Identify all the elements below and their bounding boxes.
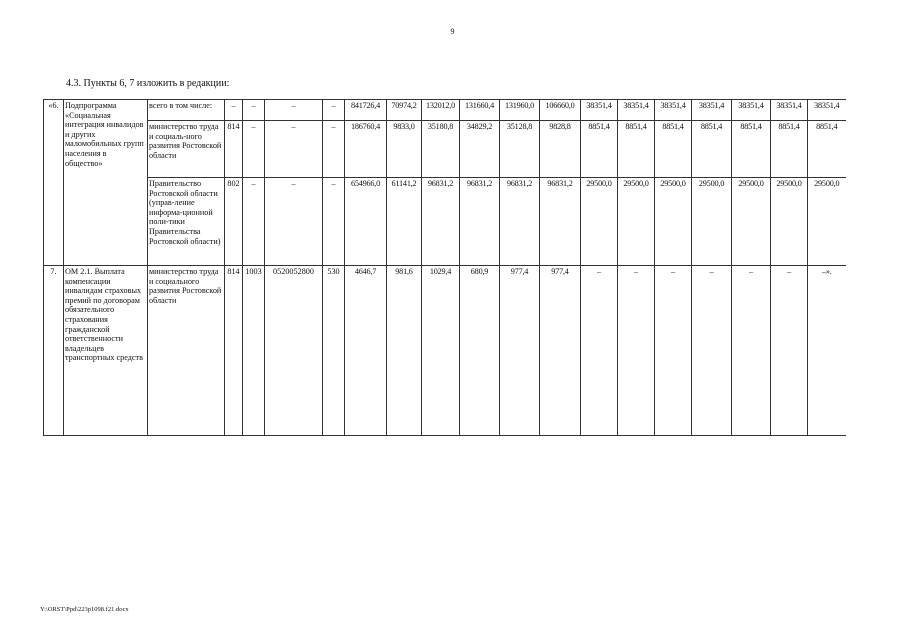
value-cell: 38351,4 xyxy=(692,100,732,121)
code-rzpr: 1003 xyxy=(243,266,265,436)
value-total: 186760,4 xyxy=(345,121,387,178)
value-cell: – xyxy=(618,266,655,436)
value-cell: 29500,0 xyxy=(808,178,846,266)
value-cell: 981,6 xyxy=(387,266,422,436)
file-path-footer: Y:\ORST\Ppd\223p1098.f21.docx xyxy=(40,606,129,613)
value-cell: 38351,4 xyxy=(808,100,846,121)
executor: министерство труда и социального развития Ростовской области xyxy=(148,266,225,436)
value-cell: 8851,4 xyxy=(692,121,732,178)
value-cell: 29500,0 xyxy=(692,178,732,266)
code-grbs: 814 xyxy=(225,266,243,436)
code-rzpr: – xyxy=(243,121,265,178)
code-csr: 0520052800 xyxy=(265,266,323,436)
budget-table-wrap xyxy=(43,99,846,436)
code-rzpr: – xyxy=(243,100,265,121)
value-cell: – xyxy=(692,266,732,436)
value-cell: 61141,2 xyxy=(387,178,422,266)
value-cell: 8851,4 xyxy=(732,121,771,178)
value-cell: 9828,8 xyxy=(540,121,581,178)
value-cell: 29500,0 xyxy=(655,178,692,266)
value-cell: 29500,0 xyxy=(618,178,655,266)
value-cell: – xyxy=(581,266,618,436)
value-cell: 131660,4 xyxy=(460,100,500,121)
value-cell: 38351,4 xyxy=(771,100,808,121)
value-cell: –». xyxy=(808,266,846,436)
value-cell: 96831,2 xyxy=(500,178,540,266)
code-rzpr: – xyxy=(243,178,265,266)
value-cell: 35180,8 xyxy=(422,121,460,178)
code-csr: – xyxy=(265,121,323,178)
row-number: 7. xyxy=(44,266,64,436)
code-csr: – xyxy=(265,178,323,266)
code-grbs: 814 xyxy=(225,121,243,178)
value-cell: 35128,8 xyxy=(500,121,540,178)
code-csr: – xyxy=(265,100,323,121)
table-row xyxy=(44,121,846,178)
value-cell: 106660,0 xyxy=(540,100,581,121)
value-cell: 132012,0 xyxy=(422,100,460,121)
executor: всего в том числе: xyxy=(148,100,225,121)
value-total: 4646,7 xyxy=(345,266,387,436)
value-cell: 680,9 xyxy=(460,266,500,436)
value-cell: 38351,4 xyxy=(581,100,618,121)
value-cell: 96831,2 xyxy=(460,178,500,266)
value-cell: 96831,2 xyxy=(422,178,460,266)
code-vr: – xyxy=(323,121,345,178)
value-cell: 29500,0 xyxy=(732,178,771,266)
value-total: 654966,0 xyxy=(345,178,387,266)
table-row xyxy=(44,266,846,436)
value-cell: 1029,4 xyxy=(422,266,460,436)
value-cell: 8851,4 xyxy=(771,121,808,178)
row-number: «6. xyxy=(44,100,64,266)
table-row xyxy=(44,178,846,266)
value-cell: 977,4 xyxy=(540,266,581,436)
value-cell: 8851,4 xyxy=(581,121,618,178)
value-cell: 977,4 xyxy=(500,266,540,436)
code-vr: – xyxy=(323,100,345,121)
executor: министерство труда и социаль-ного развития Ростовской области xyxy=(148,121,225,178)
value-cell: 8851,4 xyxy=(808,121,846,178)
value-cell: 34829,2 xyxy=(460,121,500,178)
value-total: 841726,4 xyxy=(345,100,387,121)
value-cell: 38351,4 xyxy=(618,100,655,121)
value-cell: 8851,4 xyxy=(618,121,655,178)
value-cell: 29500,0 xyxy=(581,178,618,266)
value-cell: 38351,4 xyxy=(655,100,692,121)
value-cell: 8851,4 xyxy=(655,121,692,178)
value-cell: – xyxy=(732,266,771,436)
value-cell: – xyxy=(771,266,808,436)
value-cell: 9833,0 xyxy=(387,121,422,178)
value-cell: 70974,2 xyxy=(387,100,422,121)
value-cell: 96831,2 xyxy=(540,178,581,266)
program-name: Подпрограмма «Социальная интеграция инвалидов и других маломобильных групп населения в общество» xyxy=(64,100,148,266)
code-vr: 530 xyxy=(323,266,345,436)
program-name: ОМ 2.1. Выплата компенсации инвалидам страховых премий по договорам обязательного страхования гражданской ответственности владельцев транспортных средств xyxy=(64,266,148,436)
executor: Правительство Ростовской области (управ-ление информа-ционной поли-тики Правительства Ростовской области) xyxy=(148,178,225,266)
code-grbs: – xyxy=(225,100,243,121)
value-cell: 29500,0 xyxy=(771,178,808,266)
page-number: 9 xyxy=(450,27,455,36)
value-cell: 131960,0 xyxy=(500,100,540,121)
section-heading: 4.3. Пункты 6, 7 изложить в редакции: xyxy=(66,78,230,89)
budget-table xyxy=(43,99,846,436)
code-vr: – xyxy=(323,178,345,266)
table-row xyxy=(44,100,846,121)
code-grbs: 802 xyxy=(225,178,243,266)
value-cell: 38351,4 xyxy=(732,100,771,121)
value-cell: – xyxy=(655,266,692,436)
